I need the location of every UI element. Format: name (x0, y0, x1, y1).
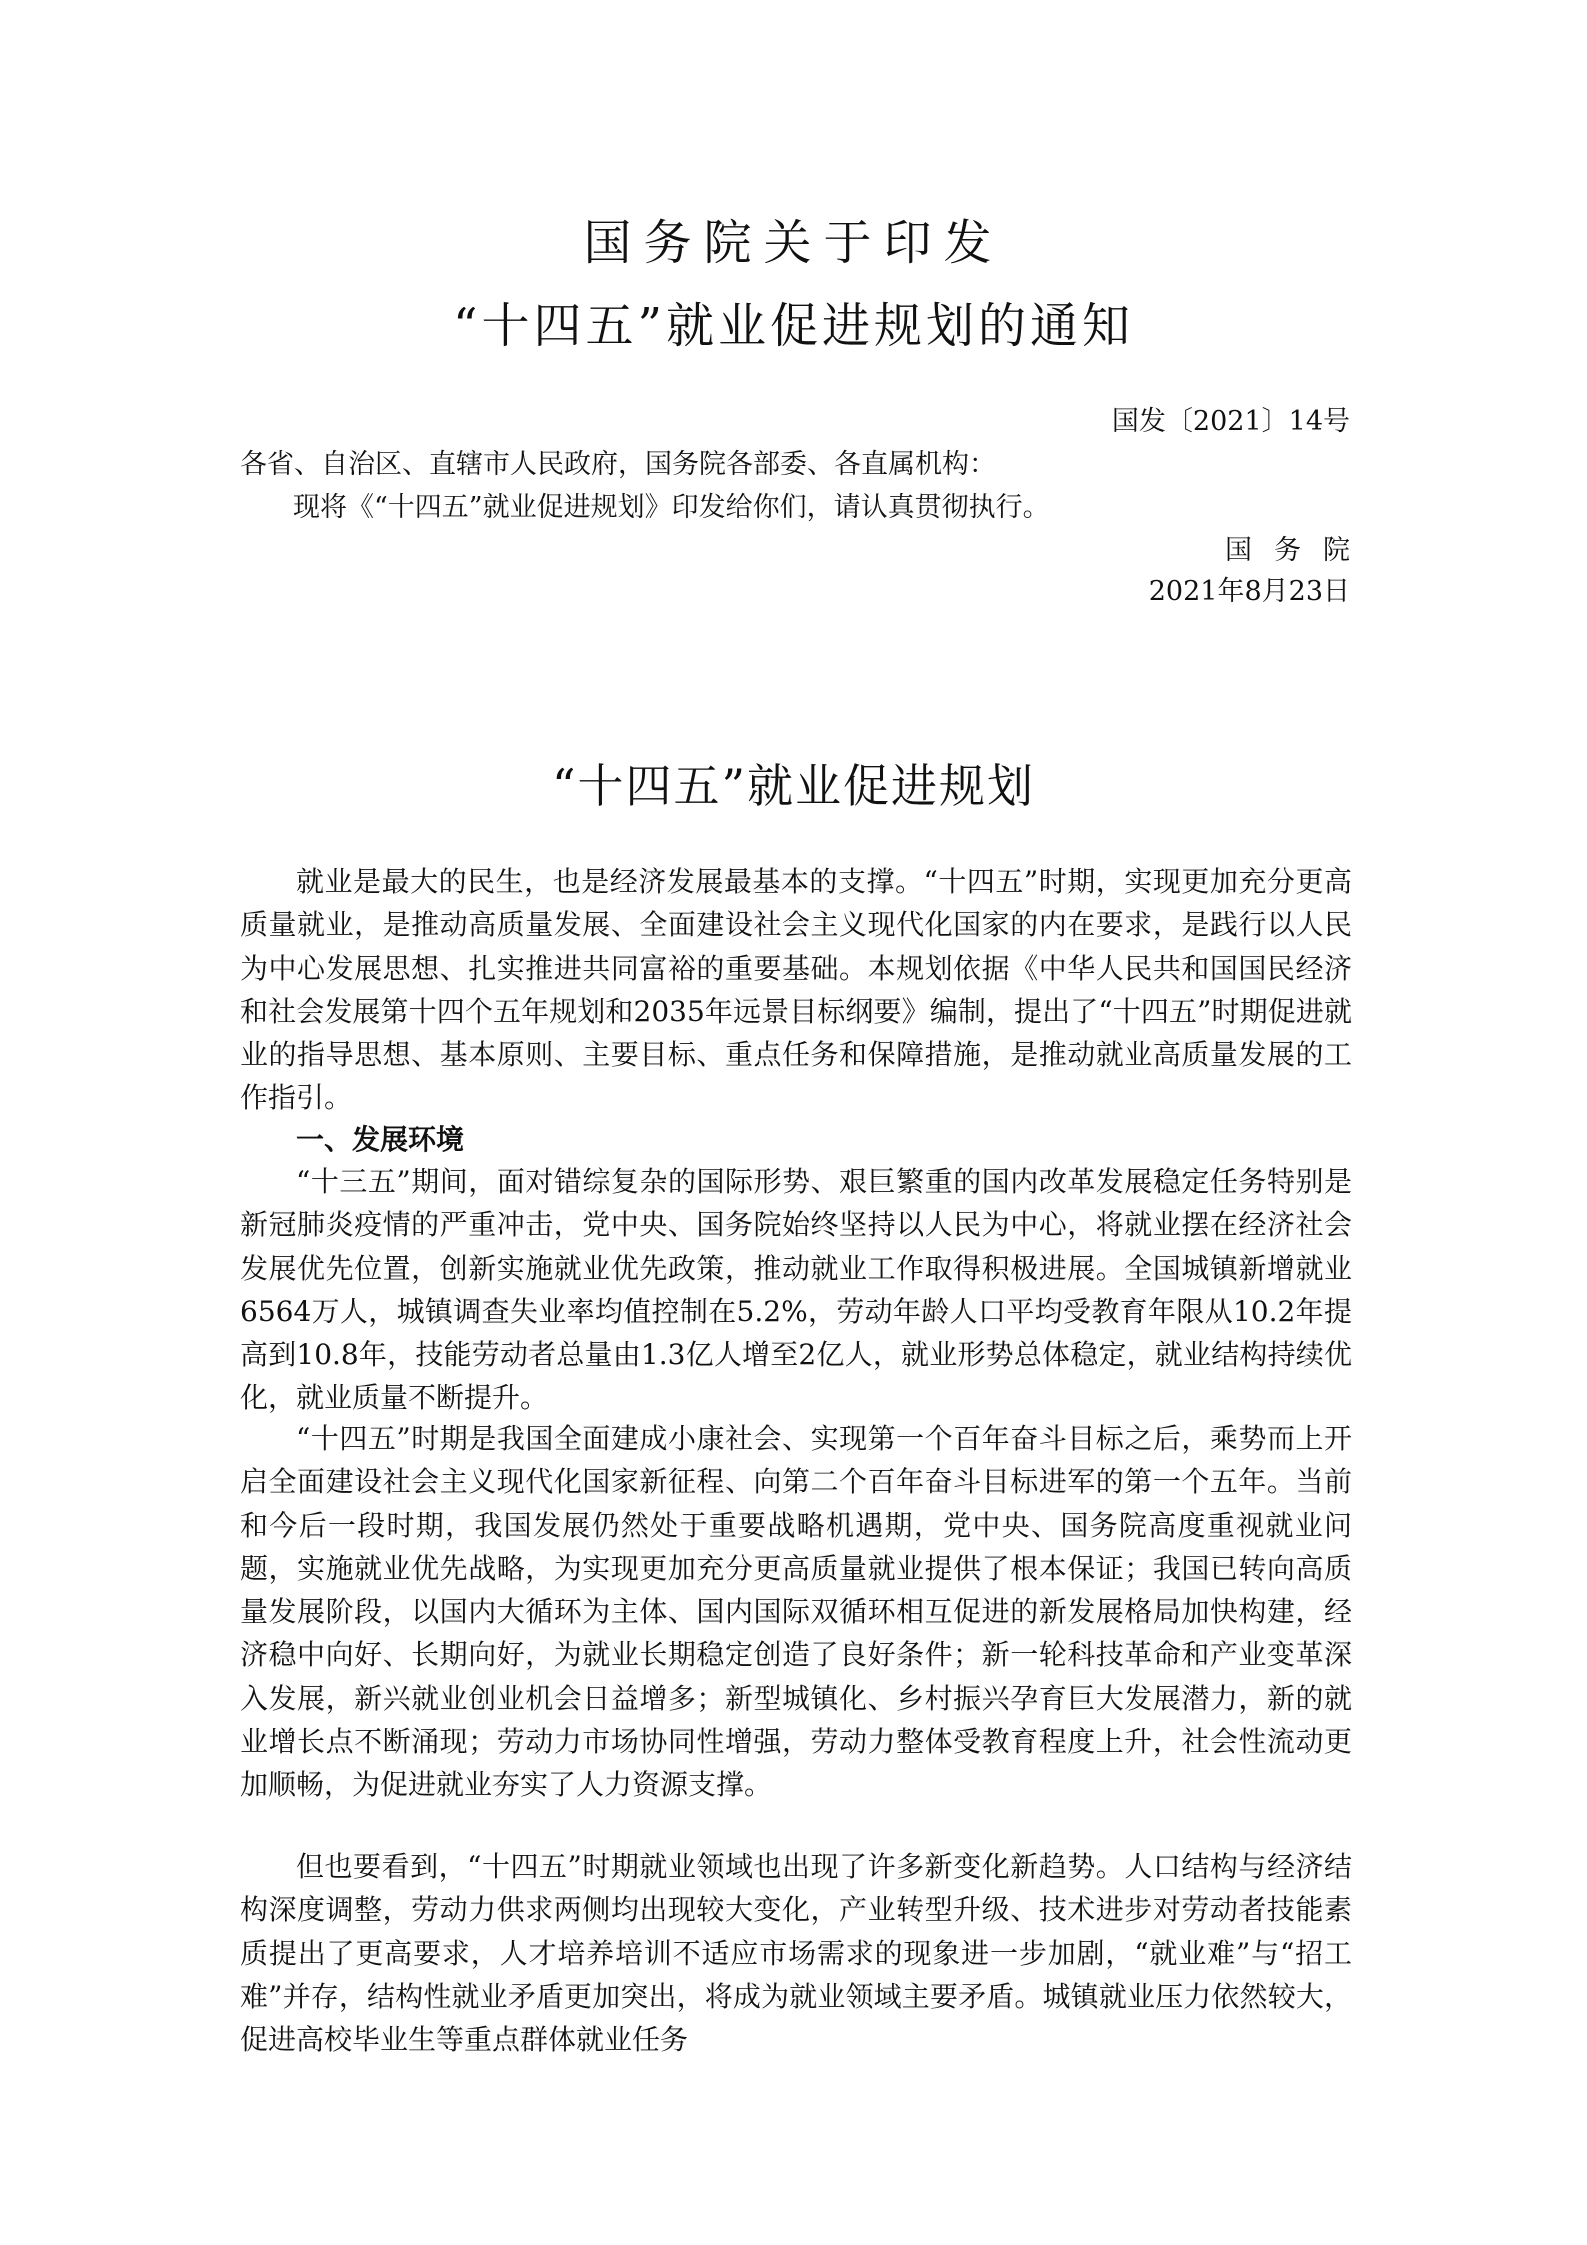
document-number: 国发〔2021〕14号 (1111, 406, 1350, 437)
notice-title-line-2: “十四五”就业促进规划的通知 (452, 298, 1135, 354)
issue-date: 2021年8月23日 (1148, 576, 1350, 607)
plan-title: “十四五”就业促进规划 (551, 759, 1036, 813)
notice-title-line-1: 国务院关于印发 (583, 215, 1004, 271)
section-paragraph-2: “十四五”时期是我国全面建成小康社会、实现第一个百年奋斗目标之后，乘势而上开启全面建设社会主义现代化国家新征程、向第二个百年奋斗目标进军的第一个五年。当前和今后一段时期，我国发展仍然处于重要战略机遇期，党中央、国务院高度重视就业问题，实施就业优先战略，为实现更加充分更高质量就业提供了根本保证；我国已转向高质量发展阶段，以国内大循环为主体、国内国际双循环相互促进的新发展格局加快构建，经济稳中向好、长期向好，为就业长期稳定创造了良好条件；新一轮科技革命和产业变革深入发展，新兴就业创业机会日益增多；新型城镇化、乡村振兴孕育巨大发展潜力，新的就业增长点不断涌现；劳动力市场协同性增强，劳动力整体受教育程度上升，社会性流动更加顺畅，为促进就业夯实了人力资源支撑。 (240, 1422, 1352, 1802)
plan-intro-paragraph: 就业是最大的民生，也是经济发展最基本的支撑。“十四五”时期，实现更加充分更高质量就业，是推动高质量发展、全面建设社会主义现代化国家的内在要求，是践行以人民为中心发展思想、扎实推进共同富裕的重要基础。本规划依据《中华人民共和国国民经济和社会发展第十四个五年规划和2035年远景目标纲要》编制，提出了“十四五”时期促进就业的指导思想、基本原则、主要目标、重点任务和保障措施，是推动就业高质量发展的工作指引。 (240, 865, 1352, 1115)
addressee: 各省、自治区、直辖市人民政府，国务院各部委、各直属机构： (240, 449, 996, 480)
notice-body: 现将《“十四五”就业促进规划》印发给你们，请认真贯彻执行。 (293, 492, 1050, 523)
section-heading: 一、发展环境 (296, 1123, 465, 1156)
issuer: 国务院 (1225, 535, 1372, 566)
section-paragraph-1: “十三五”期间，面对错综复杂的国际形势、艰巨繁重的国内改革发展稳定任务特别是新冠肺炎疫情的严重冲击，党中央、国务院始终坚持以人民为中心，将就业摆在经济社会发展优先位置，创新实施就业优先政策，推动就业工作取得积极进展。全国城镇新增就业6564万人，城镇调查失业率均值控制在5.2%，劳动年龄人口平均受教育年限从10.2年提高到10.8年，技能劳动者总量由1.3亿人增至2亿人，就业形势总体稳定，就业结构持续优化，就业质量不断提升。 (240, 1165, 1352, 1415)
section-paragraph-3: 但也要看到，“十四五”时期就业领域也出现了许多新变化新趋势。人口结构与经济结构深度调整，劳动力供求两侧均出现较大变化，产业转型升级、技术进步对劳动者技能素质提出了更高要求，人才培养培训不适应市场需求的现象进一步加剧，“就业难”与“招工难”并存，结构性就业矛盾更加突出，将成为就业领域主要矛盾。城镇就业压力依然较大，促进高校毕业生等重点群体就业任务 (240, 1850, 1352, 2057)
